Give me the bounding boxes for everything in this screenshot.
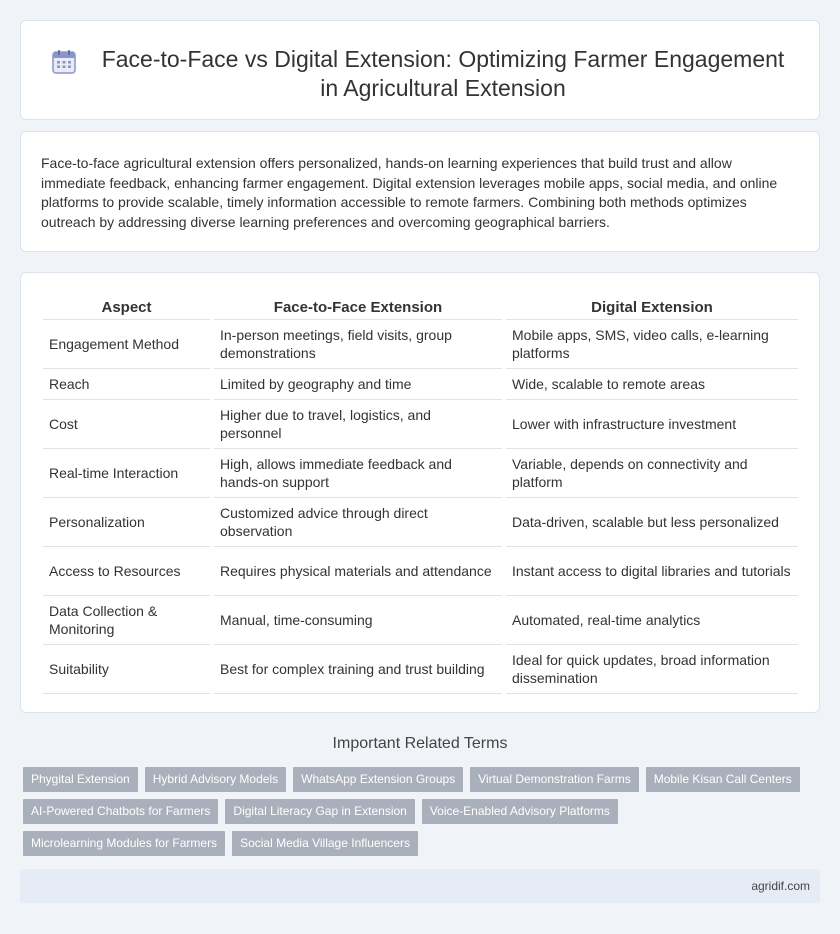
footer-site-link[interactable]: agridif.com bbox=[751, 879, 810, 893]
table-cell: Wide, scalable to remote areas bbox=[506, 368, 798, 399]
table-cell: Data Collection & Monitoring bbox=[43, 595, 210, 644]
table-row bbox=[43, 497, 798, 546]
intro-paragraph: Face-to-face agricultural extension offers personalized, hands-on learning experiences that build trust and allow immediate feedback, enhancing farmer engagement. Digital extension leverages mobile apps, social media, and online platforms to provide scalable, timely information accessible to remote farmers. Combining both methods optimizes outreach by addressing diverse learning preferences and overcoming geographical barriers. bbox=[41, 155, 778, 230]
comparison-card bbox=[20, 272, 820, 713]
page-title: Face-to-Face vs Digital Extension: Optimizing Farmer Engagement in Agricultural Extension bbox=[101, 46, 785, 101]
column-header: Aspect bbox=[43, 293, 210, 319]
term-tag[interactable]: Digital Literacy Gap in Extension bbox=[225, 799, 414, 824]
term-tag[interactable]: Social Media Village Influencers bbox=[232, 831, 418, 856]
table-cell: Real-time Interaction bbox=[43, 448, 210, 497]
term-tag[interactable]: AI-Powered Chatbots for Farmers bbox=[23, 799, 218, 824]
term-tag[interactable]: Voice-Enabled Advisory Platforms bbox=[422, 799, 618, 824]
term-tag[interactable]: Virtual Demonstration Farms bbox=[470, 767, 639, 792]
related-terms bbox=[23, 767, 823, 863]
table-cell: Higher due to travel, logistics, and personnel bbox=[214, 399, 502, 448]
footer bbox=[20, 869, 820, 903]
table-cell: Requires physical materials and attendance bbox=[214, 546, 502, 595]
term-tag[interactable]: WhatsApp Extension Groups bbox=[293, 767, 463, 792]
term-tag[interactable]: Mobile Kisan Call Centers bbox=[646, 767, 800, 792]
table-row bbox=[43, 399, 798, 448]
table-cell: Reach bbox=[43, 368, 210, 399]
table-cell: In-person meetings, field visits, group demonstrations bbox=[214, 319, 502, 368]
table-cell: Automated, real-time analytics bbox=[506, 595, 798, 644]
table-cell: Cost bbox=[43, 399, 210, 448]
table-row bbox=[43, 368, 798, 399]
calendar-icon bbox=[51, 49, 77, 75]
related-terms-title: Important Related Terms bbox=[332, 735, 508, 752]
table-row bbox=[43, 448, 798, 497]
table-cell: Limited by geography and time bbox=[214, 368, 502, 399]
table-cell: Suitability bbox=[43, 644, 210, 693]
table-cell: Customized advice through direct observation bbox=[214, 497, 502, 546]
table-cell: High, allows immediate feedback and hands-on support bbox=[214, 448, 502, 497]
table-cell: Variable, depends on connectivity and platform bbox=[506, 448, 798, 497]
comparison-table bbox=[43, 293, 798, 694]
column-header: Face-to-Face Extension bbox=[214, 293, 502, 319]
table-row bbox=[43, 595, 798, 644]
term-tag[interactable]: Phygital Extension bbox=[23, 767, 138, 792]
intro-card bbox=[20, 131, 820, 252]
table-cell: Engagement Method bbox=[43, 319, 210, 368]
term-tag[interactable]: Microlearning Modules for Farmers bbox=[23, 831, 225, 856]
table-row bbox=[43, 644, 798, 693]
table-cell: Instant access to digital libraries and tutorials bbox=[506, 546, 798, 595]
table-cell: Manual, time-consuming bbox=[214, 595, 502, 644]
table-cell: Access to Resources bbox=[43, 546, 210, 595]
column-header: Digital Extension bbox=[506, 293, 798, 319]
table-cell: Personalization bbox=[43, 497, 210, 546]
header-card bbox=[20, 20, 820, 120]
table-cell: Mobile apps, SMS, video calls, e-learning platforms bbox=[506, 319, 798, 368]
term-tag[interactable]: Hybrid Advisory Models bbox=[145, 767, 286, 792]
table-cell: Ideal for quick updates, broad information dissemination bbox=[506, 644, 798, 693]
table-row bbox=[43, 319, 798, 368]
table-cell: Lower with infrastructure investment bbox=[506, 399, 798, 448]
table-cell: Data-driven, scalable but less personalized bbox=[506, 497, 798, 546]
table-row bbox=[43, 546, 798, 595]
table-header-row bbox=[43, 293, 798, 319]
table-cell: Best for complex training and trust building bbox=[214, 644, 502, 693]
